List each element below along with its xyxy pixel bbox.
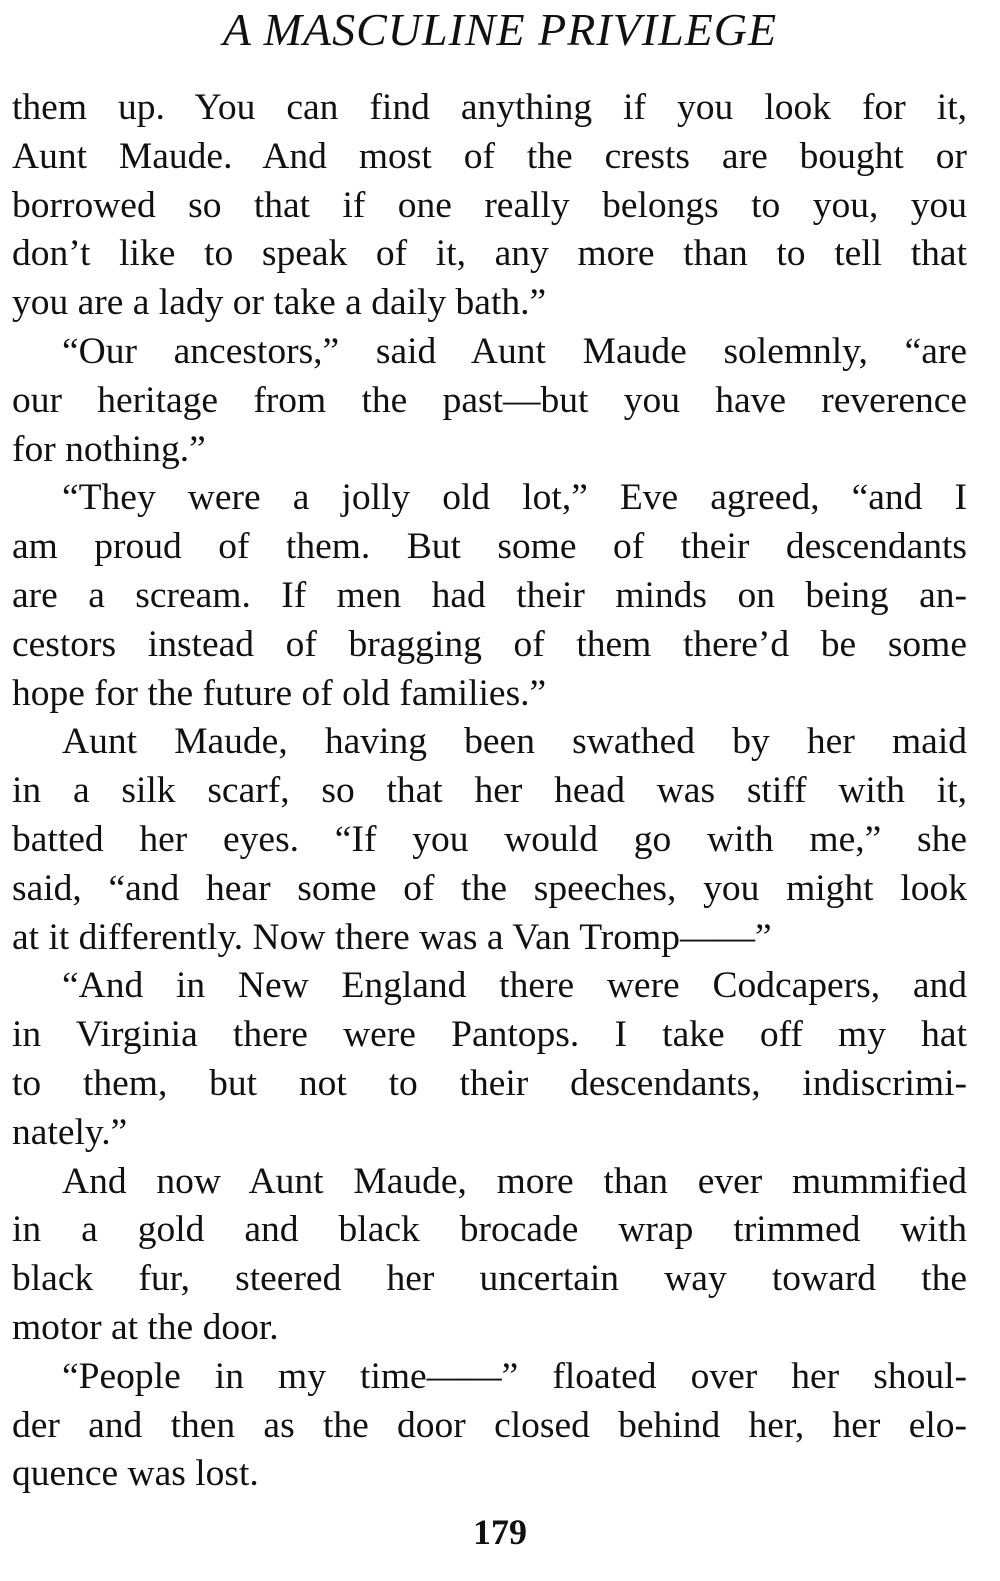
text-line: Aunt Maude, having been swathed by her maid [62, 721, 967, 763]
text-line: in a gold and black brocade wrap trimmed with [12, 1209, 967, 1251]
text-line: Aunt Maude. And most of the crests are bought or [12, 135, 967, 177]
text-line: “They were a jolly old lot,” Eve agreed, “and I [62, 477, 967, 519]
text-line: in a silk scarf, so that her head was stiff with it, [12, 770, 967, 812]
text-line: “Our ancestors,” said Aunt Maude solemnly, “are [62, 330, 967, 372]
text-line: quence was lost. [12, 1453, 259, 1495]
text-line: motor at the door. [12, 1306, 279, 1348]
text-line: at it differently. Now there was a Van Tromp——” [12, 916, 772, 958]
text-line: hope for the future of old families.” [12, 672, 547, 714]
text-line: borrowed so that if one really belongs to you, you [12, 184, 967, 226]
text-line: them up. You can find anything if you look for it, [12, 87, 967, 128]
text-line: in Virginia there were Pantops. I take off my hat [12, 1014, 967, 1056]
text-line: der and then as the door closed behind her, her elo- [12, 1404, 967, 1446]
text-line: are a scream. If men had their minds on being an- [12, 574, 967, 616]
text-line: And now Aunt Maude, more than ever mummified [62, 1160, 967, 1202]
text-line: nately.” [12, 1111, 128, 1153]
body-text [12, 84, 967, 1499]
text-line: said, “and hear some of the speeches, you might look [12, 867, 967, 909]
text-line: don’t like to speak of it, any more than to tell that [12, 233, 967, 275]
text-line: to them, but not to their descendants, indiscrimi- [12, 1062, 967, 1104]
page-number: 179 [473, 1512, 527, 1552]
text-line: you are a lady or take a daily bath.” [12, 282, 547, 324]
text-line: for nothing.” [12, 428, 206, 470]
text-line: batted her eyes. “If you would go with me,” she [12, 818, 967, 860]
text-line: “People in my time——” floated over her shoul- [62, 1355, 967, 1397]
text-line: our heritage from the past—but you have reverence [12, 379, 967, 421]
text-line: cestors instead of bragging of them there’d be some [12, 623, 967, 665]
running-head: A MASCULINE PRIVILEGE [222, 4, 778, 55]
text-line: “And in New England there were Codcapers, and [62, 965, 967, 1007]
text-line: black fur, steered her uncertain way toward the [12, 1258, 967, 1300]
text-line: am proud of them. But some of their descendants [12, 526, 967, 568]
